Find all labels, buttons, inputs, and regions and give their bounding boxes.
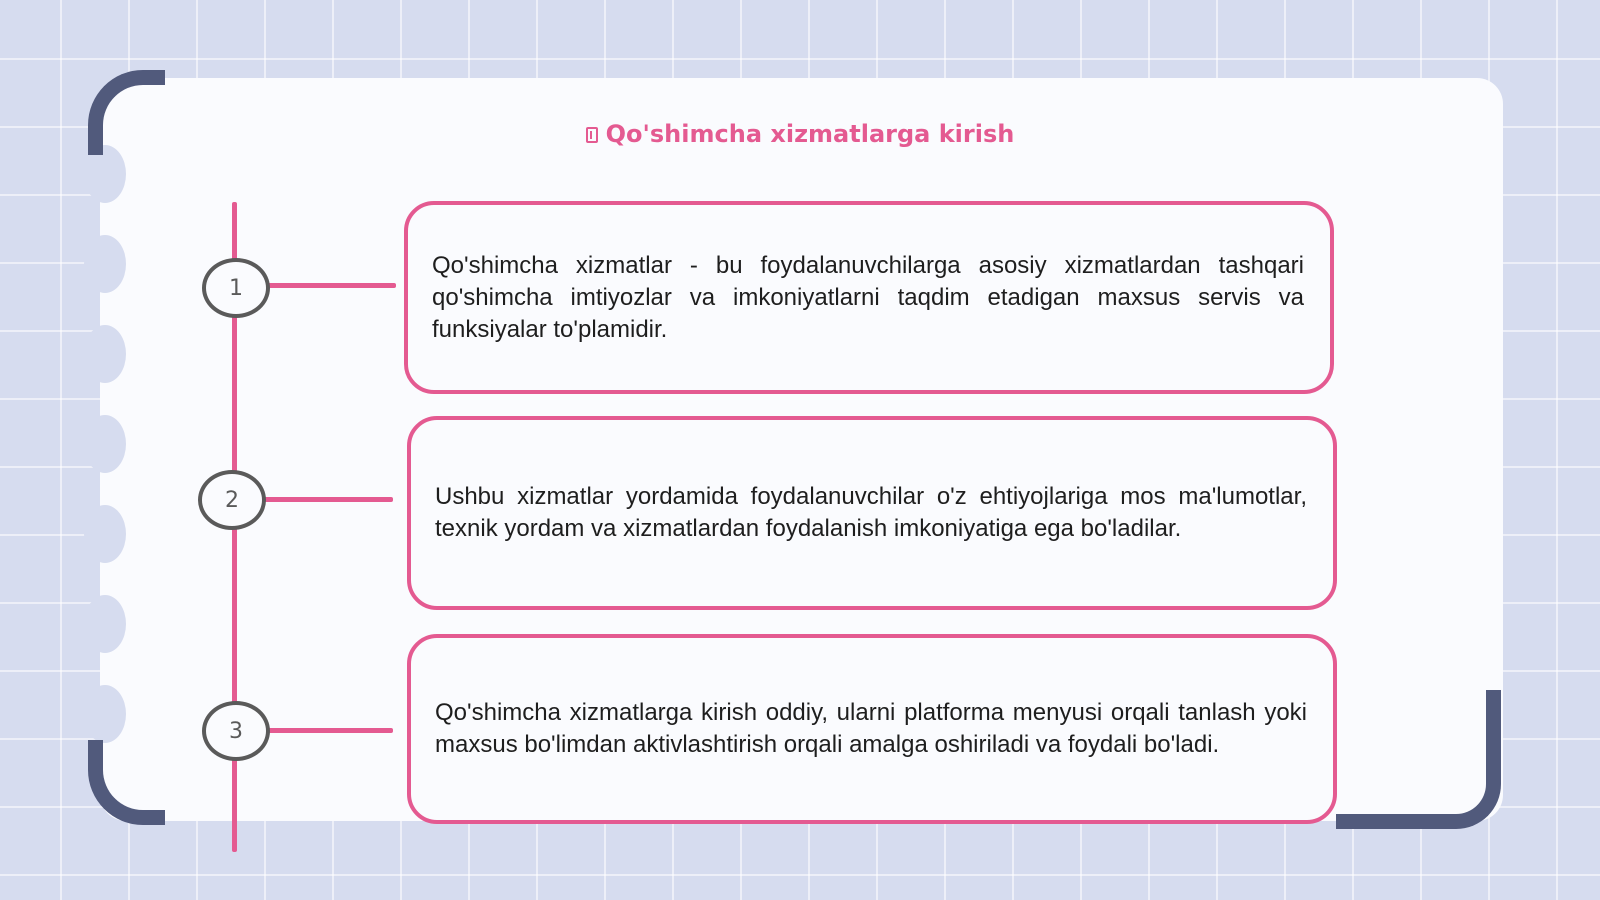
timeline-connector [266, 283, 396, 288]
slide-title [0, 120, 1600, 148]
step-description: Ushbu xizmatlar yordamida foydalanuvchilar o'z ehtiyojlariga mos ma'lumotlar, texnik yordam va xizmatlardan foydalanish imkoniyatiga ega bo'ladilar. [435, 483, 1307, 542]
step-number-badge: 1 [202, 258, 270, 318]
sheet-scallop [84, 505, 126, 563]
timeline-connector [266, 728, 393, 733]
step-description: Qo'shimcha xizmatlar - bu foydalanuvchilarga asosiy xizmatlardan tashqari qo'shimcha imtiyozlar va imkoniyatlarni taqdim etadigan maxsus servis va funksiyalar to'plamidir. [432, 251, 1304, 343]
document-icon [586, 127, 598, 143]
step-number-badge: 2 [198, 470, 266, 530]
sheet-scallop [84, 595, 126, 653]
step-card [404, 201, 1334, 394]
step-number-badge: 3 [202, 701, 270, 761]
sheet-scallop [84, 685, 126, 743]
sheet-scallop [84, 415, 126, 473]
step-description: Qo'shimcha xizmatlarga kirish oddiy, ularni platforma menyusi orqali tanlash yoki maxsus bo'limdan aktivlashtirish orqali amalga oshiriladi va foydali bo'ladi. [435, 699, 1307, 758]
corner-bracket-bottom-left [88, 740, 165, 825]
sheet-scallop [84, 325, 126, 383]
corner-bracket-bottom-right [1336, 690, 1501, 829]
step-card [407, 416, 1337, 610]
step-card [407, 634, 1337, 824]
slide-title-text: Qo'shimcha xizmatlarga kirish [605, 120, 1015, 148]
timeline-connector [264, 497, 393, 502]
sheet-scallop [84, 235, 126, 293]
